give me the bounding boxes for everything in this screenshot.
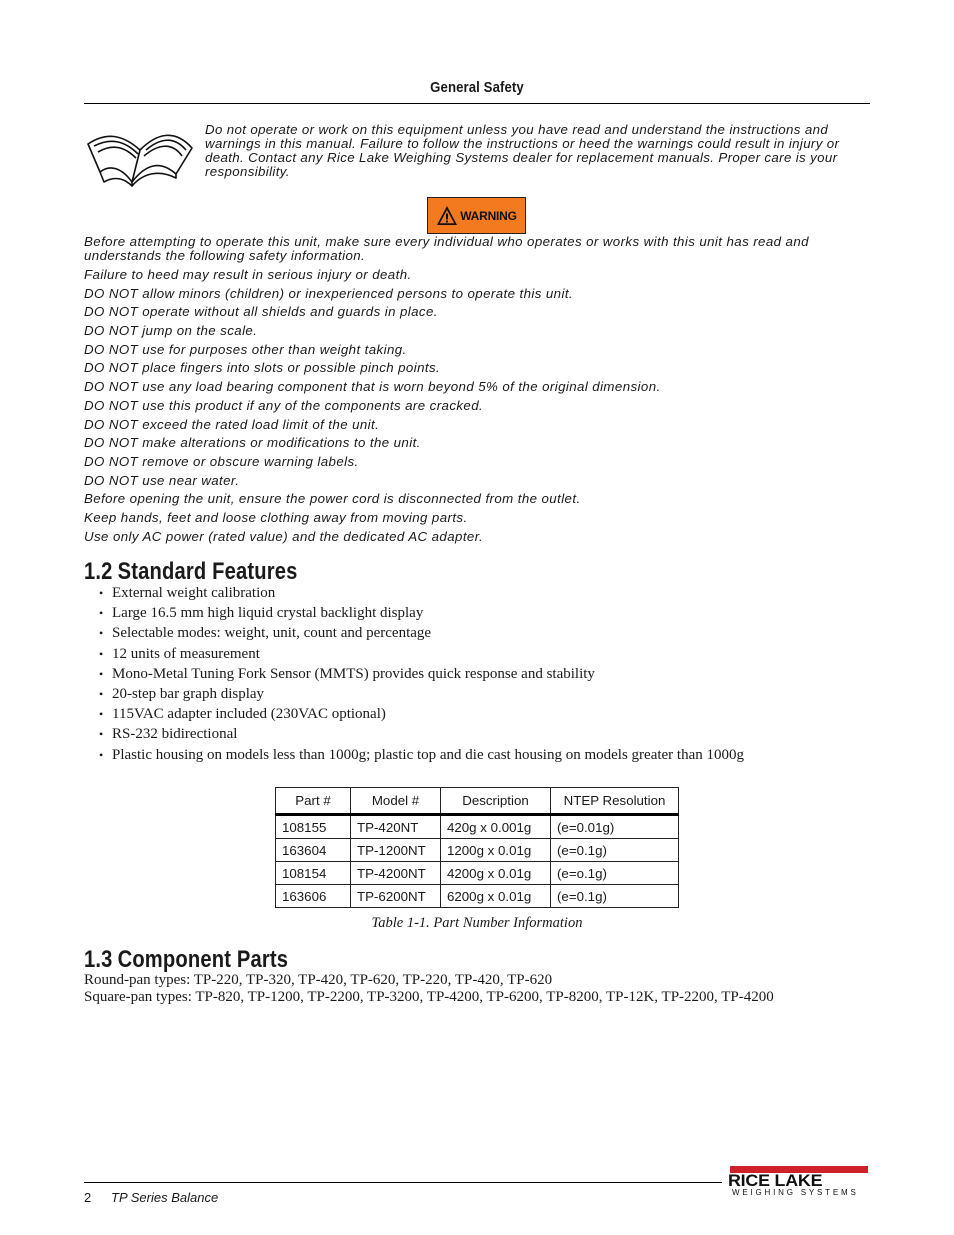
- footer-doc-title: TP Series Balance: [111, 1190, 219, 1205]
- safety-item: DO NOT use for purposes other than weight taking.: [84, 341, 407, 357]
- table-cell: TP-6200NT: [351, 885, 441, 908]
- safety-item: Use only AC power (rated value) and the dedicated AC adapter.: [84, 528, 484, 544]
- safety-item: DO NOT jump on the scale.: [84, 323, 258, 339]
- warning-triangle-icon: [436, 205, 458, 227]
- safety-item: DO NOT use any load bearing component that is worn beyond 5% of the original dimension.: [84, 379, 661, 395]
- safety-item: DO NOT make alterations or modifications to the unit.: [84, 435, 421, 451]
- part-number-table: [275, 787, 679, 908]
- table-cell: TP-4200NT: [351, 862, 441, 885]
- feature-item: • 20-step bar graph display: [99, 684, 879, 704]
- safety-item: DO NOT exceed the rated load limit of the unit.: [84, 416, 380, 432]
- table-cell: 108154: [276, 862, 351, 885]
- section-heading-component-parts: [84, 946, 288, 974]
- table-row: [276, 885, 679, 908]
- section-title-general-safety: General Safety: [430, 79, 524, 96]
- table-caption: Table 1-1. Part Number Information: [371, 915, 583, 931]
- section-heading-standard-features: [84, 558, 297, 586]
- safety-item: DO NOT remove or obscure warning labels.: [84, 453, 359, 469]
- column-header: Model #: [351, 788, 441, 815]
- safety-item: Before attempting to operate this unit, make sure every individual who operates or works with this unit has read and understands the following safety information.: [84, 234, 809, 263]
- column-header: Part #: [276, 788, 351, 815]
- table-cell: 420g x 0.001g: [441, 815, 551, 839]
- safety-item: DO NOT allow minors (children) or inexperienced persons to operate this unit.: [84, 285, 574, 301]
- round-pan-types: Round-pan types: TP-220, TP-320, TP-420, TP-620, TP-220, TP-420, TP-620: [84, 972, 553, 988]
- footer-rule: [84, 1182, 722, 1183]
- safety-item: DO NOT place fingers into slots or possible pinch points.: [84, 360, 441, 376]
- table-header-row: [276, 788, 679, 815]
- logo-name: RICE LAKE: [728, 1171, 823, 1190]
- table-cell: (e=0.01g): [551, 815, 679, 839]
- table-cell: (e=0.1g): [551, 839, 679, 862]
- section-title: Standard Features: [117, 558, 298, 585]
- table-row: [276, 839, 679, 862]
- book-icon: [84, 124, 196, 188]
- column-header: Description: [441, 788, 551, 815]
- table-row: [276, 815, 679, 839]
- table-cell: TP-420NT: [351, 815, 441, 839]
- section-title: Component Parts: [117, 946, 289, 973]
- table-cell: 163604: [276, 839, 351, 862]
- section-number: 1.2: [84, 558, 113, 585]
- safety-item: DO NOT operate without all shields and guards in place.: [84, 304, 438, 320]
- warning-badge: [427, 197, 526, 234]
- safety-item: Before opening the unit, ensure the power cord is disconnected from the outlet.: [84, 491, 581, 507]
- feature-item: • Mono-Metal Tuning Fork Sensor (MMTS) provides quick response and stability: [99, 664, 879, 684]
- table-cell: TP-1200NT: [351, 839, 441, 862]
- features-list: [99, 583, 879, 765]
- column-header: NTEP Resolution: [551, 788, 679, 815]
- page-number: 2: [84, 1190, 92, 1205]
- safety-item: DO NOT use this product if any of the components are cracked.: [84, 397, 484, 413]
- feature-item: • Plastic housing on models less than 1000g; plastic top and die cast housing on models greater than 1000g: [99, 745, 879, 765]
- warning-label: WARNING: [460, 208, 517, 223]
- table-cell: 4200g x 0.01g: [441, 862, 551, 885]
- safety-item: Failure to heed may result in serious injury or death.: [84, 267, 412, 282]
- feature-item: • External weight calibration: [99, 583, 879, 603]
- table-cell: 1200g x 0.01g: [441, 839, 551, 862]
- feature-item: • Selectable modes: weight, unit, count and percentage: [99, 623, 879, 643]
- feature-item: • Large 16.5 mm high liquid crystal backlight display: [99, 603, 879, 623]
- table-cell: 108155: [276, 815, 351, 839]
- logo-subtitle: WEIGHING SYSTEMS: [732, 1188, 859, 1197]
- table-row: [276, 862, 679, 885]
- safety-list: [84, 235, 874, 548]
- feature-item: • RS-232 bidirectional: [99, 724, 879, 744]
- header-rule: [84, 103, 870, 104]
- section-number: 1.3: [84, 946, 113, 973]
- manual-notice: Do not operate or work on this equipment unless you have read and understand the instructions and warnings in this manual. Failure to follow the instructions or heed the warnings could result in injury or death. Contact any Rice Lake Weighing Systems dealer for replacement manuals. Proper care is your responsibility.: [205, 122, 840, 179]
- feature-item: • 115VAC adapter included (230VAC optional): [99, 704, 879, 724]
- square-pan-types: Square-pan types: TP-820, TP-1200, TP-2200, TP-3200, TP-4200, TP-6200, TP-8200, TP-12K, TP-2200, TP-4200: [84, 989, 774, 1005]
- table-cell: (e=o.1g): [551, 862, 679, 885]
- safety-item: Keep hands, feet and loose clothing away from moving parts.: [84, 509, 468, 525]
- table-cell: (e=0.1g): [551, 885, 679, 908]
- safety-item: DO NOT use near water.: [84, 472, 240, 488]
- table-cell: 6200g x 0.01g: [441, 885, 551, 908]
- feature-item: • 12 units of measurement: [99, 644, 879, 664]
- table-cell: 163606: [276, 885, 351, 908]
